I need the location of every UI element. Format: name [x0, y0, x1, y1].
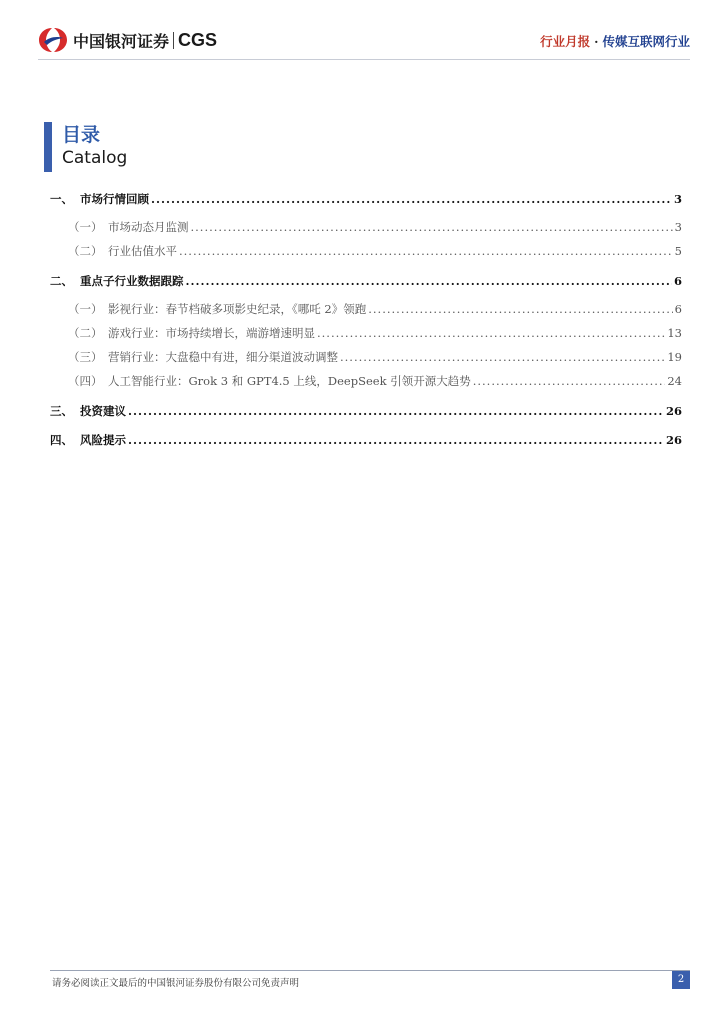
toc-page-number: 3 [674, 220, 682, 234]
toc-entry[interactable] [50, 273, 682, 295]
logo-text-en: CGS [178, 29, 218, 50]
toc-entry[interactable] [50, 373, 682, 395]
logo-text-cn: 中国银河证券 [73, 31, 170, 51]
toc-number: （二） [68, 326, 103, 340]
toc-leader-dots [340, 350, 665, 364]
toc-page-number: 5 [674, 244, 682, 258]
toc-number: （二） [68, 244, 103, 258]
toc-title: 行业估值水平 [108, 244, 177, 258]
page-title-en: Catalog [62, 148, 128, 168]
toc-leader-dots [179, 244, 673, 258]
report-type: 行业月报 [540, 34, 591, 49]
toc-leader-dots [186, 274, 672, 288]
toc-title: 投资建议 [80, 404, 126, 418]
toc-number: （四） [68, 374, 103, 388]
footer-disclaimer: 请务必阅读正文最后的中国银河证券股份有限公司免责声明 [52, 978, 300, 989]
header-separator: · [594, 34, 599, 49]
toc-leader-dots [473, 374, 666, 388]
toc-page-number: 6 [673, 274, 682, 288]
toc-page-number: 6 [674, 302, 682, 316]
toc-entry[interactable] [50, 191, 682, 213]
page-header [0, 0, 724, 62]
toc-leader-dots [128, 404, 664, 418]
toc-entry[interactable] [50, 403, 682, 425]
toc-page-number: 3 [673, 192, 682, 206]
toc-page-number: 13 [667, 326, 682, 340]
industry-name: 传媒互联网行业 [602, 34, 690, 49]
toc-page-number: 24 [667, 374, 682, 388]
toc-number: 一、 [50, 192, 73, 206]
toc-entry[interactable] [50, 243, 682, 265]
toc-title: 市场行情回顾 [80, 192, 149, 206]
galaxy-logo-icon [38, 27, 68, 53]
title-accent-bar [44, 122, 52, 172]
toc-number: 四、 [50, 433, 73, 447]
toc-leader-dots [368, 302, 672, 316]
toc-leader-dots [151, 192, 672, 206]
toc-number: （一） [68, 302, 103, 316]
toc-entry[interactable] [50, 349, 682, 371]
toc-leader-dots [191, 220, 673, 234]
toc-number: （三） [68, 350, 103, 364]
toc-title: 市场动态月监测 [108, 220, 189, 234]
logo-separator [173, 32, 174, 49]
toc-title: 人工智能行业：Grok 3 和 GPT4.5 上线，DeepSeek 引领开源大趋势 [108, 374, 471, 388]
header-divider [38, 59, 690, 60]
toc-number: 三、 [50, 404, 73, 418]
toc-entry[interactable] [50, 325, 682, 347]
company-logo [38, 27, 217, 53]
toc-title: 重点子行业数据跟踪 [80, 274, 184, 288]
toc-title: 影视行业：春节档破多项影史纪录，《哪吒 2》领跑 [108, 302, 367, 316]
toc-page-number: 26 [665, 433, 682, 447]
toc-title: 营销行业：大盘稳中有进，细分渠道波动调整 [108, 350, 338, 364]
toc-page-number: 19 [667, 350, 682, 364]
toc-title: 风险提示 [80, 433, 126, 447]
toc-entry[interactable] [50, 301, 682, 323]
report-category [540, 32, 690, 50]
footer-divider [50, 970, 690, 971]
toc-leader-dots [317, 326, 665, 340]
toc-number: 二、 [50, 274, 73, 288]
page-number: 2 [672, 971, 690, 989]
toc-entry[interactable] [50, 219, 682, 241]
page-title-cn: 目录 [62, 124, 101, 146]
toc-number: （一） [68, 220, 103, 234]
toc-title: 游戏行业：市场持续增长，端游增速明显 [108, 326, 315, 340]
toc-leader-dots [128, 433, 664, 447]
toc-entry[interactable] [50, 432, 682, 454]
toc-page-number: 26 [665, 404, 682, 418]
